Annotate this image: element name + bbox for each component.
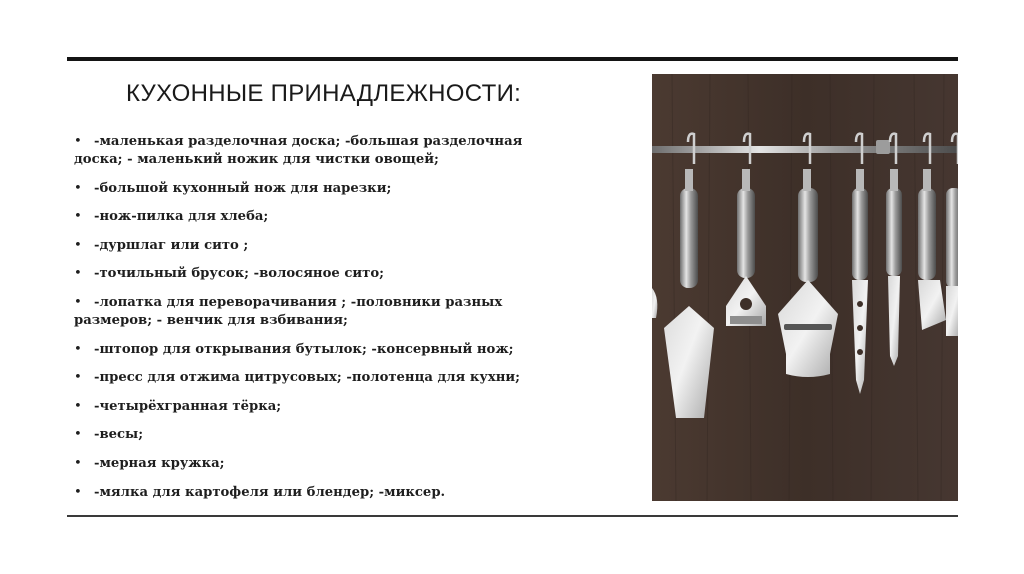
hanging-rail: [652, 146, 958, 153]
list-item: • -большой кухонный нож для нарезки;: [74, 180, 392, 196]
list-item: • -лопатка для переворачивания ; -половники разных размеров; - венчик для взбивания;: [74, 294, 503, 328]
slide-title: КУХОННЫЕ ПРИНАДЛЕЖНОСТИ:: [126, 80, 522, 107]
list-item: • -четырёхгранная тёрка;: [74, 398, 282, 414]
list-item: • -маленькая разделочная доска; -большая разделочная доска; - маленький ножик для чистки овощей;: [74, 134, 523, 167]
kitchen-utensils-photo: [652, 74, 958, 501]
list-item: • -штопор для открывания бутылок; -консервный нож;: [74, 341, 514, 357]
edge-utensil: [946, 188, 958, 336]
list-item: • -мерная кружка;: [74, 455, 225, 471]
top-divider: [67, 57, 958, 61]
list-item: • -нож-пилка для хлеба;: [74, 209, 269, 225]
list-item: • -мялка для картофеля или блендер; -миксер.: [74, 484, 446, 500]
bottom-divider: [67, 515, 958, 517]
list-item: • -точильный брусок; -волосяное сито;: [74, 266, 385, 282]
list-item: • -пресс для отжима цитрусовых; -полотенца для кухни;: [74, 370, 521, 386]
utensil-list: [74, 133, 574, 512]
list-item: • -весы;: [74, 427, 144, 443]
list-item: • -дуршлаг или сито ;: [74, 237, 249, 253]
utensils-illustration: [652, 74, 958, 501]
